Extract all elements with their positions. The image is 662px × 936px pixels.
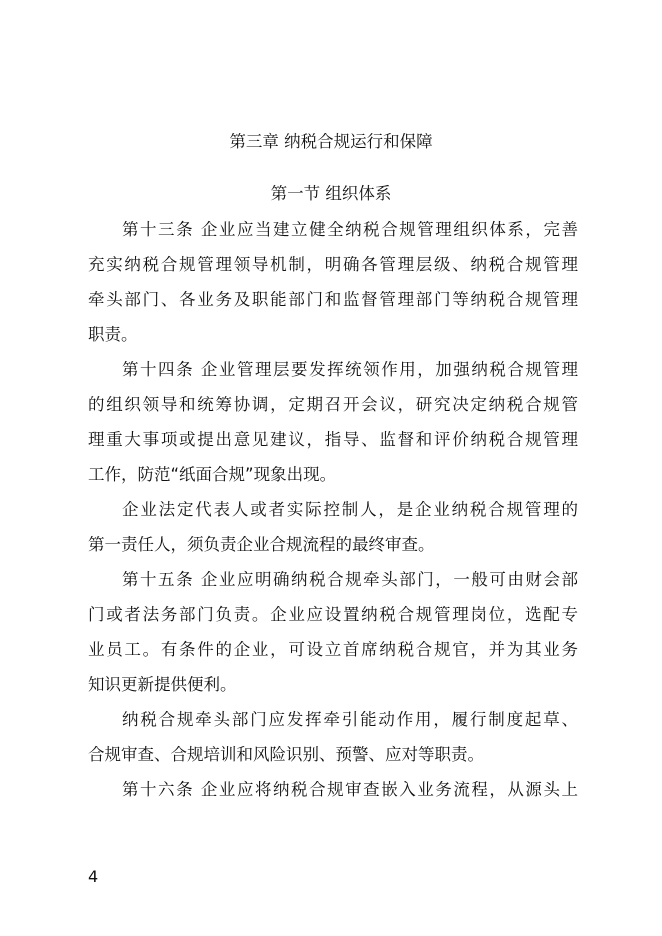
paragraph-line: 业员工。有条件的企业，可设立首席纳税合规官，并为其业务 [88, 640, 578, 659]
paragraph-line: 的组织领导和统筹协调，定期召开会议，研究决定纳税合规管 [88, 395, 578, 414]
paragraph-line: 合规审查、合规培训和风险识别、预警、应对等职责。 [88, 745, 484, 764]
paragraph-line: 理重大事项或提出意见建议，指导、监督和评价纳税合规管理 [88, 430, 578, 449]
paragraph-line: 门或者法务部门负责。企业应设置纳税合规管理岗位，选配专 [88, 605, 578, 624]
section-title: 第一节 组织体系 [270, 184, 392, 203]
paragraph-line: 纳税合规牵头部门应发挥牵引能动作用，履行制度起草、 [122, 710, 578, 729]
paragraph-line: 第十五条 企业应明确纳税合规牵头部门，一般可由财会部 [122, 570, 578, 589]
paragraph-line: 工作，防范“纸面合规”现象出现。 [88, 465, 337, 484]
paragraph-line: 企业法定代表人或者实际控制人，是企业纳税合规管理的 [122, 500, 578, 519]
paragraph-line: 牵头部门、各业务及职能部门和监督管理部门等纳税合规管理 [88, 290, 578, 309]
paragraph-line: 知识更新提供便利。 [88, 675, 237, 694]
paragraph-line: 第十四条 企业管理层要发挥统领作用，加强纳税合规管理 [122, 360, 578, 379]
paragraph-line: 职责。 [88, 325, 138, 344]
paragraph-line: 第一责任人，须负责企业合规流程的最终审查。 [88, 535, 435, 554]
paragraph-line: 第十三条 企业应当建立健全纳税合规管理组织体系，完善 [122, 220, 578, 239]
paragraph-line: 第十六条 企业应将纳税合规审查嵌入业务流程，从源头上 [122, 780, 578, 799]
paragraph-line: 充实纳税合规管理领导机制，明确各管理层级、纳税合规管理 [88, 255, 578, 274]
chapter-title: 第三章 纳税合规运行和保障 [229, 132, 433, 151]
page-number: 4 [88, 867, 99, 886]
